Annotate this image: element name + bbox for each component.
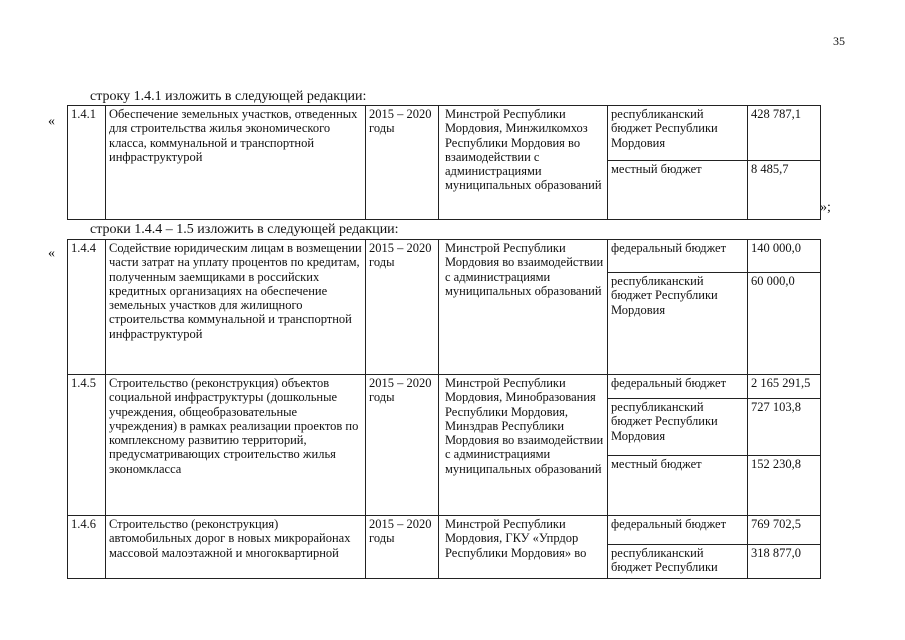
- funding-source: федеральный бюджет: [608, 375, 748, 399]
- section2-table: [67, 239, 821, 579]
- row-period: 2015 – 2020 годы: [366, 375, 439, 516]
- table-row: [68, 516, 821, 545]
- funding-amount: 769 702,5: [748, 516, 821, 545]
- row-period: 2015 – 2020 годы: [366, 106, 439, 220]
- row-number: 1.4.5: [68, 375, 106, 516]
- funding-amount: 140 000,0: [748, 240, 821, 273]
- funding-amount: 428 787,1: [748, 106, 821, 161]
- row-description: Содействие юридическим лицам в возмещении части затрат на уплату процентов по кредитам, полученным заемщиками в российских кредитных организациях на обеспечение земельных участков для жилищного строительства коммунальной и транспортной инфраструктурой: [106, 240, 366, 375]
- funding-source: федеральный бюджет: [608, 240, 748, 273]
- section1-table: [67, 105, 821, 220]
- row-description: Обеспечение земельных участков, отведенных для строительства жилья экономического класса, коммунальной и транспортной инфраструктурой: [106, 106, 366, 220]
- funding-source: республиканский бюджет Республики Мордовия: [608, 399, 748, 456]
- funding-source: местный бюджет: [608, 456, 748, 516]
- funding-source: федеральный бюджет: [608, 516, 748, 545]
- section2-heading: строки 1.4.4 – 1.5 изложить в следующей редакции:: [90, 222, 399, 237]
- funding-amount: 2 165 291,5: [748, 375, 821, 399]
- row-description: Строительство (реконструкция) объектов социальной инфраструктуры (дошкольные учреждения, общеобразовательные учреждения) в рамках реализации проектов по комплексному развитию территорий, предусматривающих строительство жилья экономкласса: [106, 375, 366, 516]
- page-number: 35: [833, 34, 845, 48]
- row-description: Строительство (реконструкция) автомобильных дорог в новых микрорайонах массовой малоэтажной и многоквартирной: [106, 516, 366, 579]
- table-row: [68, 240, 821, 273]
- section1-close-quote: »;: [820, 200, 831, 215]
- row-number: 1.4.1: [68, 106, 106, 220]
- section1-open-quote: «: [48, 114, 55, 129]
- funding-amount: 8 485,7: [748, 161, 821, 220]
- funding-source: местный бюджет: [608, 161, 748, 220]
- funding-amount: 152 230,8: [748, 456, 821, 516]
- row-executor: Минстрой Республики Мордовия во взаимодействии с администрациями муниципальных образований: [439, 240, 608, 375]
- funding-source: республиканский бюджет Республики: [608, 545, 748, 579]
- funding-amount: 727 103,8: [748, 399, 821, 456]
- table-row: [68, 375, 821, 399]
- row-executor: Минстрой Республики Мордовия, Минобразования Республики Мордовия, Минздрав Республики Мордовия во взаимодействии с администрациями муниципальных образований: [439, 375, 608, 516]
- row-number: 1.4.4: [68, 240, 106, 375]
- row-executor: Минстрой Республики Мордовия, ГКУ «Упрдор Республики Мордовия» во: [439, 516, 608, 579]
- funding-amount: 60 000,0: [748, 273, 821, 375]
- section1-heading: строку 1.4.1 изложить в следующей редакции:: [90, 89, 367, 104]
- funding-source: республиканский бюджет Республики Мордовия: [608, 273, 748, 375]
- row-number: 1.4.6: [68, 516, 106, 579]
- row-executor: Минстрой Республики Мордовия, Минжилкомхоз Республики Мордовия во взаимодействии с администрациями муниципальных образований: [439, 106, 608, 220]
- funding-source: республиканский бюджет Республики Мордовия: [608, 106, 748, 161]
- funding-amount: 318 877,0: [748, 545, 821, 579]
- row-period: 2015 – 2020 годы: [366, 240, 439, 375]
- section2-open-quote: «: [48, 246, 55, 261]
- row-period: 2015 – 2020 годы: [366, 516, 439, 579]
- table-row: [68, 106, 821, 161]
